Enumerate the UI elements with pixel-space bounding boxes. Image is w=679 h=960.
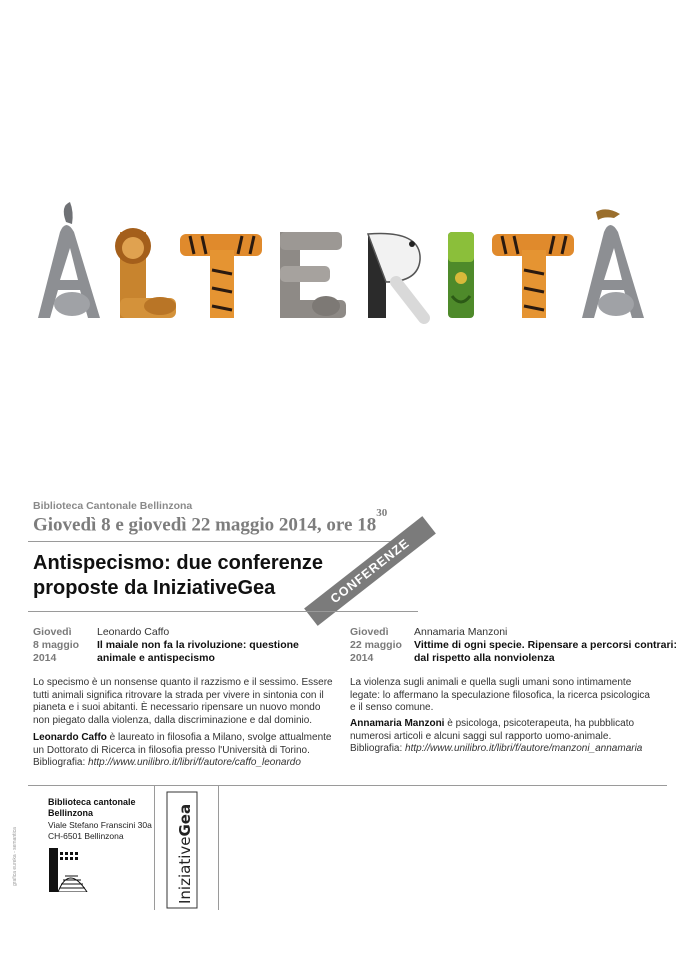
event-dates-text: Giovedì 8 e giovedì 22 maggio 2014, ore 18 (33, 514, 377, 536)
event-left-speaker: Leonardo Caffo (97, 626, 170, 638)
event-left-biblio-link[interactable]: http://www.unilibro.it/libri/f/autore/caffo_leonardo (88, 757, 301, 768)
event-right-bio (350, 718, 655, 743)
event-left-talk-title: Il maiale non fa la rivoluzione: questione animale e antispecismo (97, 639, 299, 664)
title-line-1: Antispecismo: due conferenze (33, 552, 324, 574)
library-address-city: CH-6501 Bellinzona (48, 831, 124, 841)
footer-rule (28, 785, 667, 786)
title-line-2: proposte da IniziativeGea (33, 577, 276, 599)
event-right-speaker: Annamaria Manzoni (414, 626, 508, 638)
event-right-year: 2014 (350, 652, 374, 664)
svg-text:IniziativeGea: IniziativeGea (176, 803, 194, 904)
letter-i-chameleon (448, 232, 474, 318)
event-left-bibliography (33, 757, 333, 770)
event-right-biblio-link[interactable]: http://www.unilibro.it/libri/f/autore/manzoni_annamaria (405, 743, 643, 754)
header-rule-bottom (28, 611, 418, 612)
event-dates (33, 507, 388, 536)
event-right-daymonth: 22 maggio (350, 639, 402, 651)
event-right-date (350, 626, 410, 665)
page-title (33, 551, 323, 601)
event-right-bio-text: è psicologa, psicoterapeuta, ha pubblicato numerosi articoli e alcuni saggi sul rapporto uomo-animale. (350, 718, 635, 742)
library-name-line-2: Bellinzona (48, 808, 94, 818)
event-left-date (33, 626, 93, 665)
letter-t-tiger-2 (492, 234, 574, 318)
letter-e-elephant (280, 232, 346, 318)
footer-divider-2 (218, 785, 219, 910)
event-right-bio-name: Annamaria Manzoni (350, 718, 445, 729)
event-left-day: Giovedì (33, 626, 72, 638)
event-right-abstract: La violenza sugli animali e quella sugli umani sono intimamente legate: lo affermano la speculazione filosofica, la ricerca psicologica e il senso comune. (350, 677, 650, 713)
venue-name: Biblioteca Cantonale Bellinzona (33, 500, 193, 512)
header-rule-top (28, 541, 418, 542)
footer-divider-1 (154, 785, 155, 910)
event-left-bio (33, 732, 333, 757)
library-address (48, 820, 152, 842)
letter-l-lion (115, 228, 176, 318)
event-left-year: 2014 (33, 652, 57, 664)
library-name (48, 797, 136, 819)
event-left-biblio-label: Bibliografia: (33, 757, 89, 768)
conferenze-banner: CONFERENZE (304, 516, 436, 626)
library-address-street: Viale Stefano Franscini 30a (48, 820, 152, 830)
event-right-bibliography (350, 743, 655, 756)
event-right-day: Giovedì (350, 626, 389, 638)
event-right-talk-title: Vittime di ogni specie. Ripensare a percorsi contrari: dal rispetto alla nonviolenza (414, 639, 677, 664)
letter-t-tiger (180, 234, 262, 318)
library-name-line-1: Biblioteca cantonale (48, 797, 136, 807)
design-credit: grafica eureka - semantica (12, 827, 18, 886)
library-logo (49, 848, 89, 892)
event-left-bio-text: è laureato in filosofia a Milano, svolge attualmente un Dottorato di Ricerca in filosofia presso l'Università di Torino. (33, 732, 332, 756)
event-left-abstract: Lo specismo è un nonsense quanto il razzismo e il sessimo. Essere tutti animali significa ritrovare la strada per vivere in sintonia con il pianeta e i suoi abitanti. È necessario ripensare un nuovo mondo non piegato dalla violenza, dalla discriminazione e dal dominio. (33, 677, 333, 726)
iniziativegea-logo (166, 790, 200, 910)
event-right-biblio-label: Bibliografia: (350, 743, 406, 754)
alterita-title-artwork (30, 200, 655, 330)
letter-a-animal (38, 202, 100, 318)
letter-a-grave-animal (582, 209, 644, 318)
event-left-daymonth: 8 maggio (33, 639, 80, 651)
event-time-superscript: 30 (376, 507, 388, 519)
letter-r-rat (368, 234, 424, 318)
event-left-bio-name: Leonardo Caffo (33, 732, 107, 743)
